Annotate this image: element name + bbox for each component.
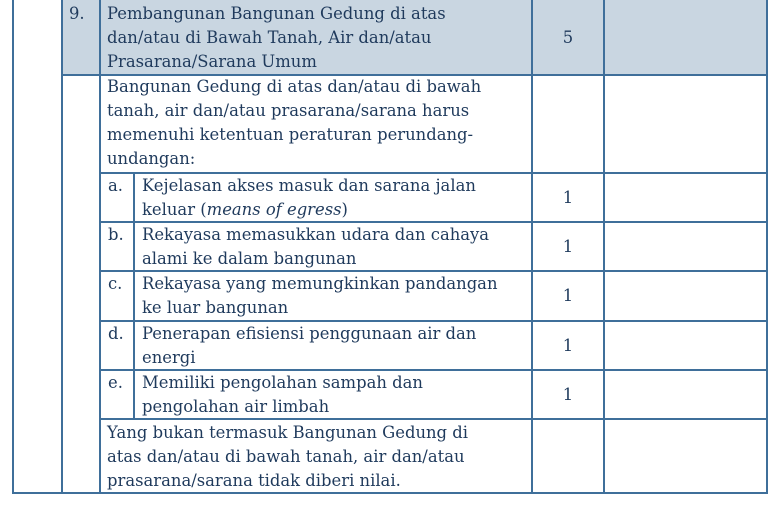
note-line-3: prasarana/sarana tidak diberi nilai.	[107, 471, 401, 490]
grid-line-score-right	[603, 0, 605, 494]
grid-line-right-outer	[766, 0, 768, 494]
grid-line-number-right	[99, 0, 101, 494]
item-a-line-1: Kejelasan akses masuk dan sarana jalan	[142, 176, 476, 195]
item-e-score: 1	[562, 385, 574, 404]
intro-line-2: tanah, air dan/atau prasarana/sarana harus	[107, 101, 470, 120]
item-b-score: 1	[562, 237, 574, 256]
item-c-line-2: ke luar bangunan	[142, 298, 289, 317]
item-a-letter: a.	[108, 176, 123, 195]
grid-line-left-outer	[12, 0, 14, 494]
item-c-line-1: Rekayasa yang memungkinkan pandangan	[142, 274, 498, 293]
row-title-line-3: Prasarana/Sarana Umum	[107, 52, 317, 71]
item-e-line-1: Memiliki pengolahan sampah dan	[142, 373, 423, 392]
row-title-line-2: dan/atau di Bawah Tanah, Air dan/atau	[107, 28, 432, 47]
intro-line-4: undangan:	[107, 149, 196, 168]
grid-line-letter-divider	[133, 172, 135, 419]
grid-line-number-left	[61, 0, 63, 494]
item-b-line-1: Rekayasa memasukkan udara dan cahaya	[142, 225, 490, 244]
item-a-score: 1	[562, 188, 574, 207]
intro-line-3: memenuhi ketentuan peraturan perundang-	[107, 125, 474, 144]
item-d-letter: d.	[108, 324, 124, 343]
intro-line-1: Bangunan Gedung di atas dan/atau di bawah	[107, 77, 482, 96]
item-e-line-2: pengolahan air limbah	[142, 397, 330, 416]
row-number: 9.	[69, 4, 85, 23]
item-e-letter: e.	[108, 373, 123, 392]
row-score: 5	[562, 28, 574, 47]
item-d-line-2: energi	[142, 348, 196, 367]
note-line-1: Yang bukan termasuk Bangunan Gedung di	[107, 423, 468, 442]
item-a-italic-term: means of egress	[206, 200, 342, 219]
item-b-line-2: alami ke dalam bangunan	[142, 249, 357, 268]
item-d-score: 1	[562, 336, 574, 355]
item-d-line-1: Penerapan efisiensi penggunaan air dan	[142, 324, 477, 343]
note-line-2: atas dan/atau di bawah tanah, air dan/atau	[107, 447, 465, 466]
row-title-line-1: Pembangunan Bangunan Gedung di atas	[107, 4, 446, 23]
item-b-letter: b.	[108, 225, 124, 244]
item-c-letter: c.	[108, 274, 123, 293]
item-a-line-2: keluar (means of egress)	[142, 200, 348, 219]
item-c-score: 1	[562, 286, 574, 305]
